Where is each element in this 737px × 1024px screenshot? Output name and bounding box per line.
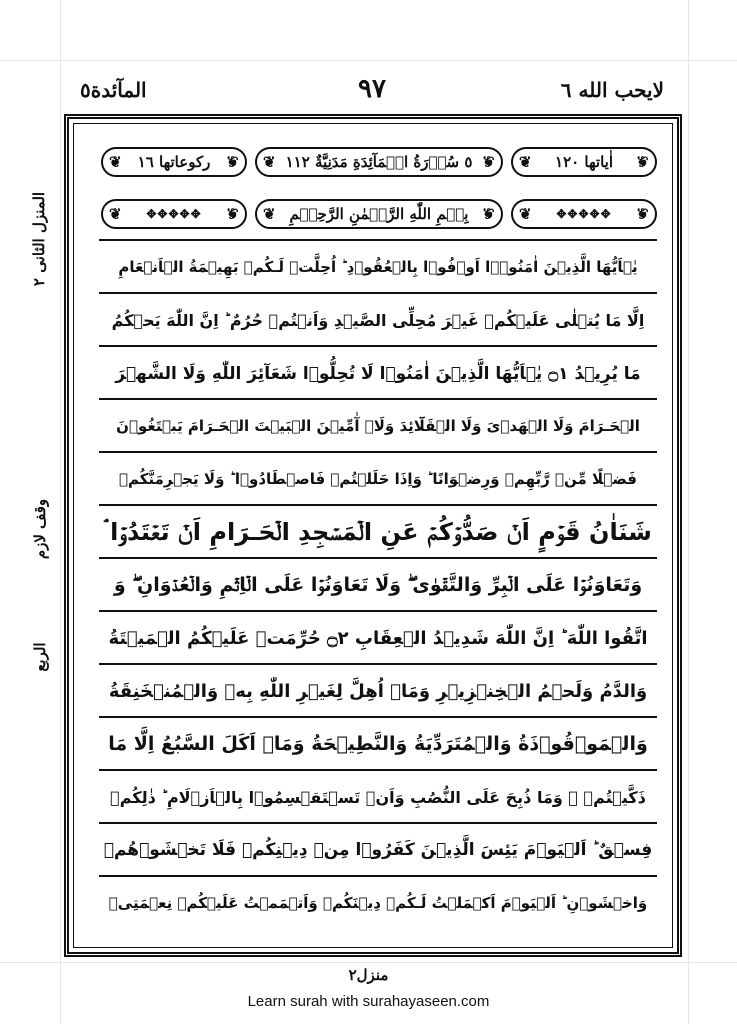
verse-line: ذَكَّيۡتُمۡ ۚ وَمَا ذُبِحَ عَلَى النُّصُبِ وَاَنۡ تَسۡتَقۡسِمُوۡا بِالۡاَزۡلَامِ ؕ ذٰلِكُمۡ xyxy=(110,787,646,807)
verse-line: يٰۤاَيُّهَا الَّذِيۡنَ اٰمَنُوۡۤا اَوۡفُوۡا بِالۡعُقُوۡدِ ؕ اُحِلَّتۡ لَـكُمۡ بَهِيۡمَةُ الۡاَنۡعَامِ xyxy=(118,258,638,276)
verse-line: مَا يُرِيۡدُ ۝١ يٰۤاَيُّهَا الَّذِيۡنَ اٰمَنُوۡا لَا تُحِلُّوۡا شَعَآئِرَ اللّٰهِ وَلَا الشَّهۡرَ xyxy=(115,363,641,384)
line-rule xyxy=(99,292,657,294)
verse-line: وَالۡمَوۡقُوۡذَةُ وَالۡمُتَرَدِّيَةُ وَالنَّطِيۡحَةُ وَمَاۤ اَكَلَ السَّبُعُ اِلَّا مَا xyxy=(108,733,648,755)
bismillah-cartouche xyxy=(255,199,503,229)
verse-line: فِسۡقٌ ؕ اَلۡيَوۡمَ يَئِسَ الَّذِيۡنَ كَفَرُوۡا مِنۡ دِيۡنِكُمۡ فَلَا تَخۡشَوۡهُمۡ xyxy=(103,840,653,860)
manzil-marker: المنزل الثانی ٢ xyxy=(30,191,48,287)
line-rule xyxy=(99,663,657,665)
rukus-count: ❦ ركوعاتها ١٦ xyxy=(137,153,211,171)
footer-website: Learn surah with surahayaseen.com xyxy=(247,993,490,1010)
surah-title-cartouche xyxy=(255,147,503,177)
verse-line: اتَّقُوا اللّٰهَ ؕ اِنَّ اللّٰهَ شَدِيۡدُ الۡعِقَابِ ۝٢ حُرِّمَتۡ عَلَيۡكُمُ الۡمَيۡتَةُ xyxy=(108,627,648,649)
verses-count-cartouche xyxy=(511,147,657,177)
ornament-left: ❦ ✥✥✥✥✥ ❦ xyxy=(101,199,247,229)
verses-count: ❦ اٰياتها ١٢٠ xyxy=(555,153,613,171)
waqf-note: وقف لازم xyxy=(31,498,49,560)
page-frame xyxy=(64,114,682,957)
line-rule xyxy=(99,345,657,347)
surah-name-header: المآئدة٥ xyxy=(80,78,147,102)
surah-banner xyxy=(101,147,657,177)
line-rule xyxy=(99,822,657,824)
surah-title: ❦ ٥ سُوۡرَةُ الۡمَآئِدَةِ مَدَنِيَّةٌ ١١٢ xyxy=(285,153,473,171)
verse-line: الۡحَـرَامَ وَلَا الۡهَدۡىَ وَلَا الۡقَلَٓائِدَ وَلَاۤ آٰمِّيۡنَ الۡبَيۡتَ الۡحَـرَامَ يَبۡتَغُوۡنَ xyxy=(116,417,640,435)
line-rule xyxy=(99,769,657,771)
line-rule xyxy=(99,504,657,506)
line-rule xyxy=(99,398,657,400)
juz-name-header: لايحب الله ٦ xyxy=(560,78,664,102)
page-header xyxy=(68,74,676,110)
page-number: ٩٧ xyxy=(358,74,386,104)
header-rule xyxy=(99,239,657,241)
rub-marker: الربع xyxy=(31,642,49,672)
verse-line: شَنَاٰنُ قَوۡمٍ اَنۡ صَدُّوۡكُمۡ عَنِ الۡمَسۡجِدِ الۡحَـرَامِ اَنۡ تَعۡتَدُوۡا ۘ xyxy=(104,518,652,546)
verse-line: وَاخۡشَوۡنِ ؕ اَلۡيَوۡمَ اَكۡمَلۡتُ لَـكُمۡ دِيۡنَكُمۡ وَاَتۡمَمۡتُ عَلَيۡكُمۡ نِعۡمَتِىۡ xyxy=(108,894,648,912)
verse-line: وَالدَّمُ وَلَحۡمُ الۡخِنۡزِيۡرِ وَمَاۤ اُهِلَّ لِغَيۡرِ اللّٰهِ بِهٖ وَالۡمُنۡخَنِقَةُ xyxy=(108,680,648,702)
line-rule xyxy=(99,716,657,718)
rukus-count-cartouche xyxy=(101,147,247,177)
verse-line: اِلَّا مَا يُتۡلٰى عَلَيۡكُمۡ غَيۡرَ مُحِلِّى الصَّيۡدِ وَاَنۡتُمۡ حُرُمٌ ؕ اِنَّ اللّٰهَ يَحۡكُمُ xyxy=(111,310,645,330)
ornament-right: ❦ ✥✥✥✥✥ ❦ xyxy=(511,199,657,229)
bismillah-row xyxy=(101,199,657,229)
verse-line: فَضۡلًا مِّنۡ رَّبِّهِمۡ وَرِضۡوَانًا ؕ وَاِذَا حَلَلۡتُمۡ فَاصۡطَادُوۡا ؕ وَلَا يَجۡرِمَنَّكُمۡ xyxy=(119,470,637,488)
verse-line: وَتَعَاوَنُوۡا عَلَى الۡبِرِّ وَالتَّقۡوٰى ۖ وَلَا تَعَاوَنُوۡا عَلَى الۡاِثۡمِ وَالۡعُدۡوَانِ ۖ وَ xyxy=(113,574,643,596)
line-rule xyxy=(99,557,657,559)
line-rule xyxy=(99,610,657,612)
footer-manzil: منزل٢ xyxy=(348,966,389,984)
line-rule xyxy=(99,875,657,877)
bismillah: ❦ بِسۡمِ اللّٰهِ الرَّحۡمٰنِ الرَّحِيۡمِ xyxy=(289,205,469,223)
line-rule xyxy=(99,451,657,453)
